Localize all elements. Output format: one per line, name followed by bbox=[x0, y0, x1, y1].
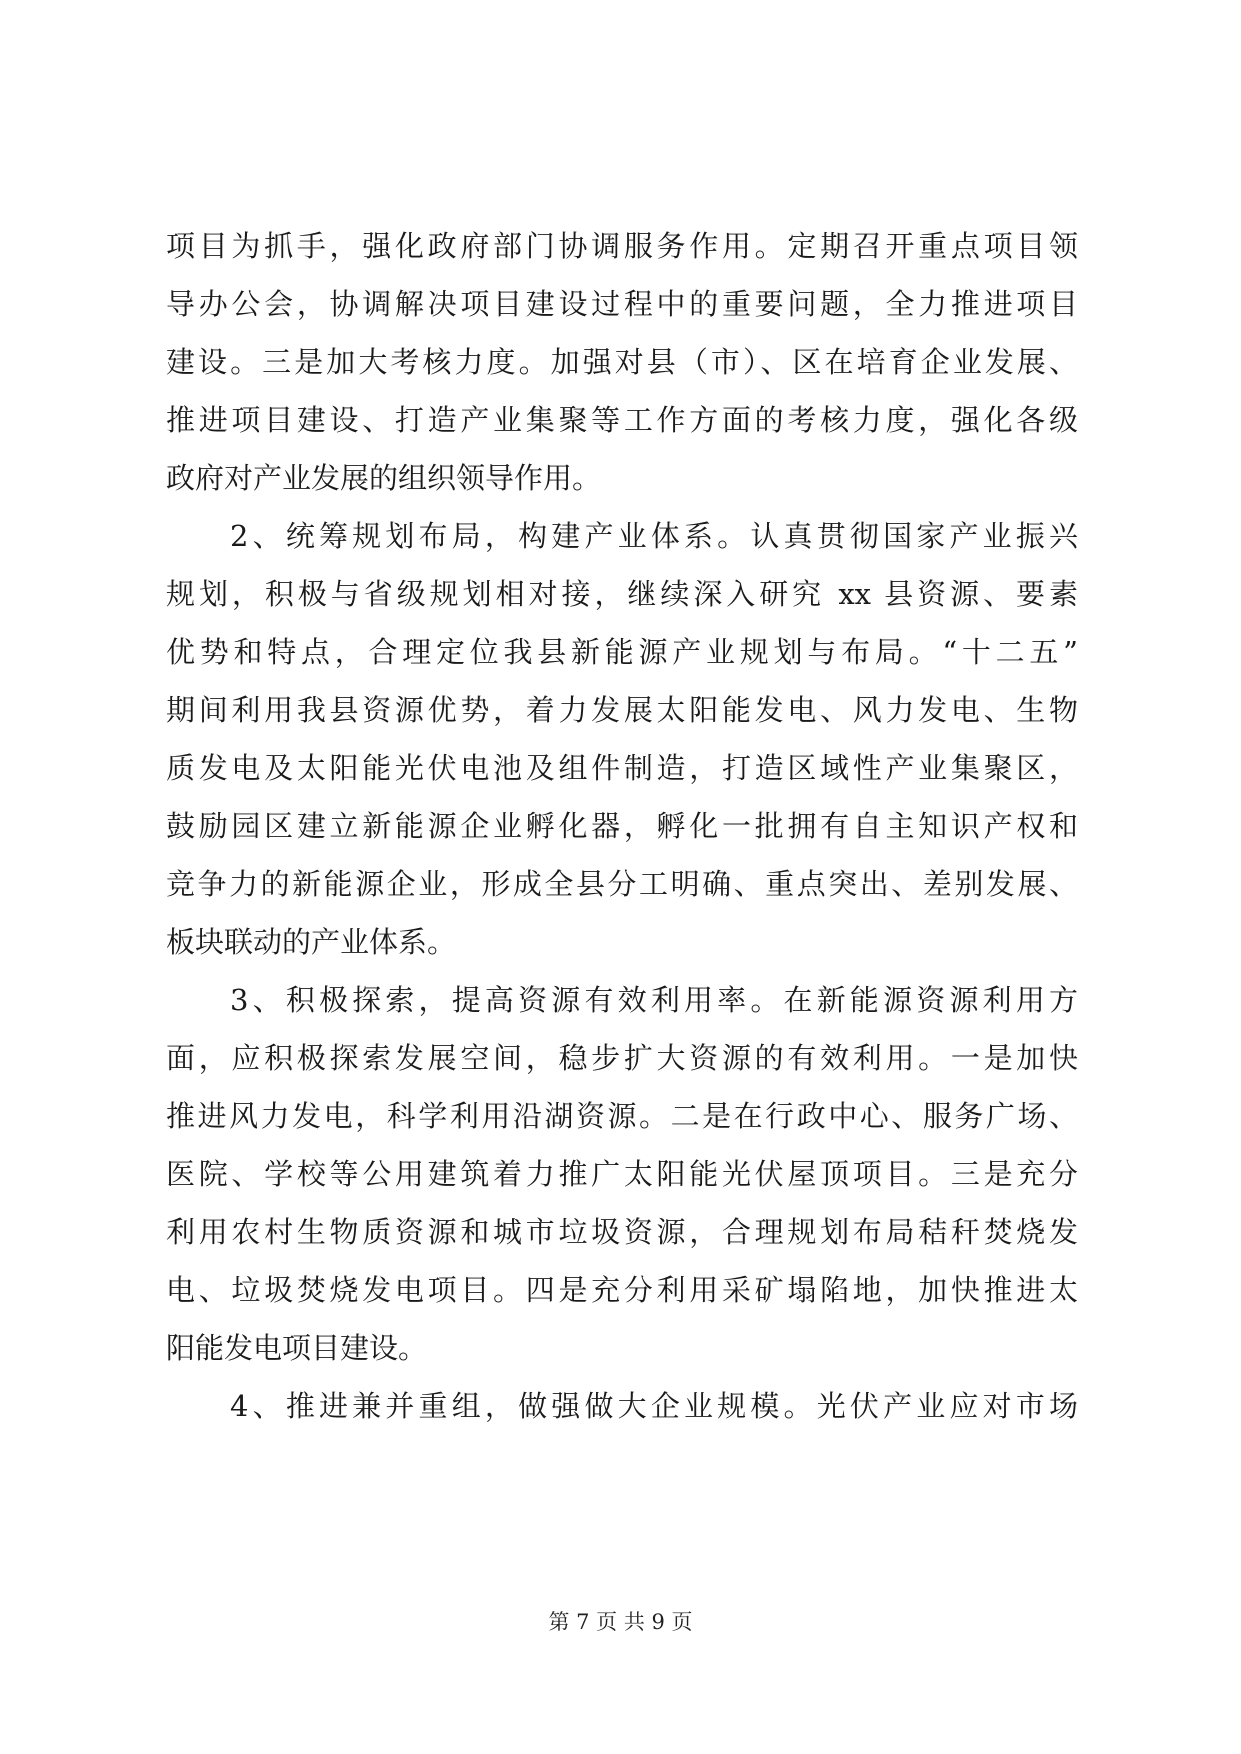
text-line: 建设。三是加大考核力度。加强对县（市）、区在培育企业发展、 bbox=[166, 345, 1078, 379]
paragraph-heading-3: 3、积极探索，提高资源有效利用率。在新能源资源利用方 bbox=[230, 983, 1078, 1017]
text-line: 项目为抓手，强化政府部门协调服务作用。定期召开重点项目领 bbox=[166, 229, 1078, 263]
text-line: 期间利用我县资源优势，着力发展太阳能发电、风力发电、生物 bbox=[166, 693, 1078, 727]
text-line: 鼓励园区建立新能源企业孵化器，孵化一批拥有自主知识产权和 bbox=[166, 809, 1078, 843]
text-line: 政府对产业发展的组织领导作用。 bbox=[166, 461, 602, 495]
paragraph-heading-4: 4、推进兼并重组，做强做大企业规模。光伏产业应对市场 bbox=[230, 1389, 1078, 1423]
paragraph-heading-2: 2、统筹规划布局，构建产业体系。认真贯彻国家产业振兴 bbox=[230, 519, 1078, 553]
text-line: 面，应积极探索发展空间，稳步扩大资源的有效利用。一是加快 bbox=[166, 1041, 1078, 1075]
text-line: 阳能发电项目建设。 bbox=[166, 1331, 428, 1365]
text-line: 推进项目建设、打造产业集聚等工作方面的考核力度，强化各级 bbox=[166, 403, 1078, 437]
text-line: 导办公会，协调解决项目建设过程中的重要问题，全力推进项目 bbox=[166, 287, 1078, 321]
text-line: 规划，积极与省级规划相对接，继续深入研究 xx 县资源、要素 bbox=[166, 577, 1078, 611]
text-line: 板块联动的产业体系。 bbox=[166, 925, 457, 959]
text-line: 优势和特点，合理定位我县新能源产业规划与布局。“十二五” bbox=[166, 635, 1078, 669]
text-line: 利用农村生物质资源和城市垃圾资源，合理规划布局秸秆焚烧发 bbox=[166, 1215, 1078, 1249]
text-line: 医院、学校等公用建筑着力推广太阳能光伏屋顶项目。三是充分 bbox=[166, 1157, 1078, 1191]
text-line: 电、垃圾焚烧发电项目。四是充分利用采矿塌陷地，加快推进太 bbox=[166, 1273, 1078, 1307]
text-line: 推进风力发电，科学利用沿湖资源。二是在行政中心、服务广场、 bbox=[166, 1099, 1078, 1133]
text-line: 质发电及太阳能光伏电池及组件制造，打造区域性产业集聚区， bbox=[166, 751, 1078, 785]
page-footer: 第 7 页 共 9 页 bbox=[548, 1610, 693, 1634]
text-line: 竞争力的新能源企业，形成全县分工明确、重点突出、差别发展、 bbox=[166, 867, 1078, 901]
